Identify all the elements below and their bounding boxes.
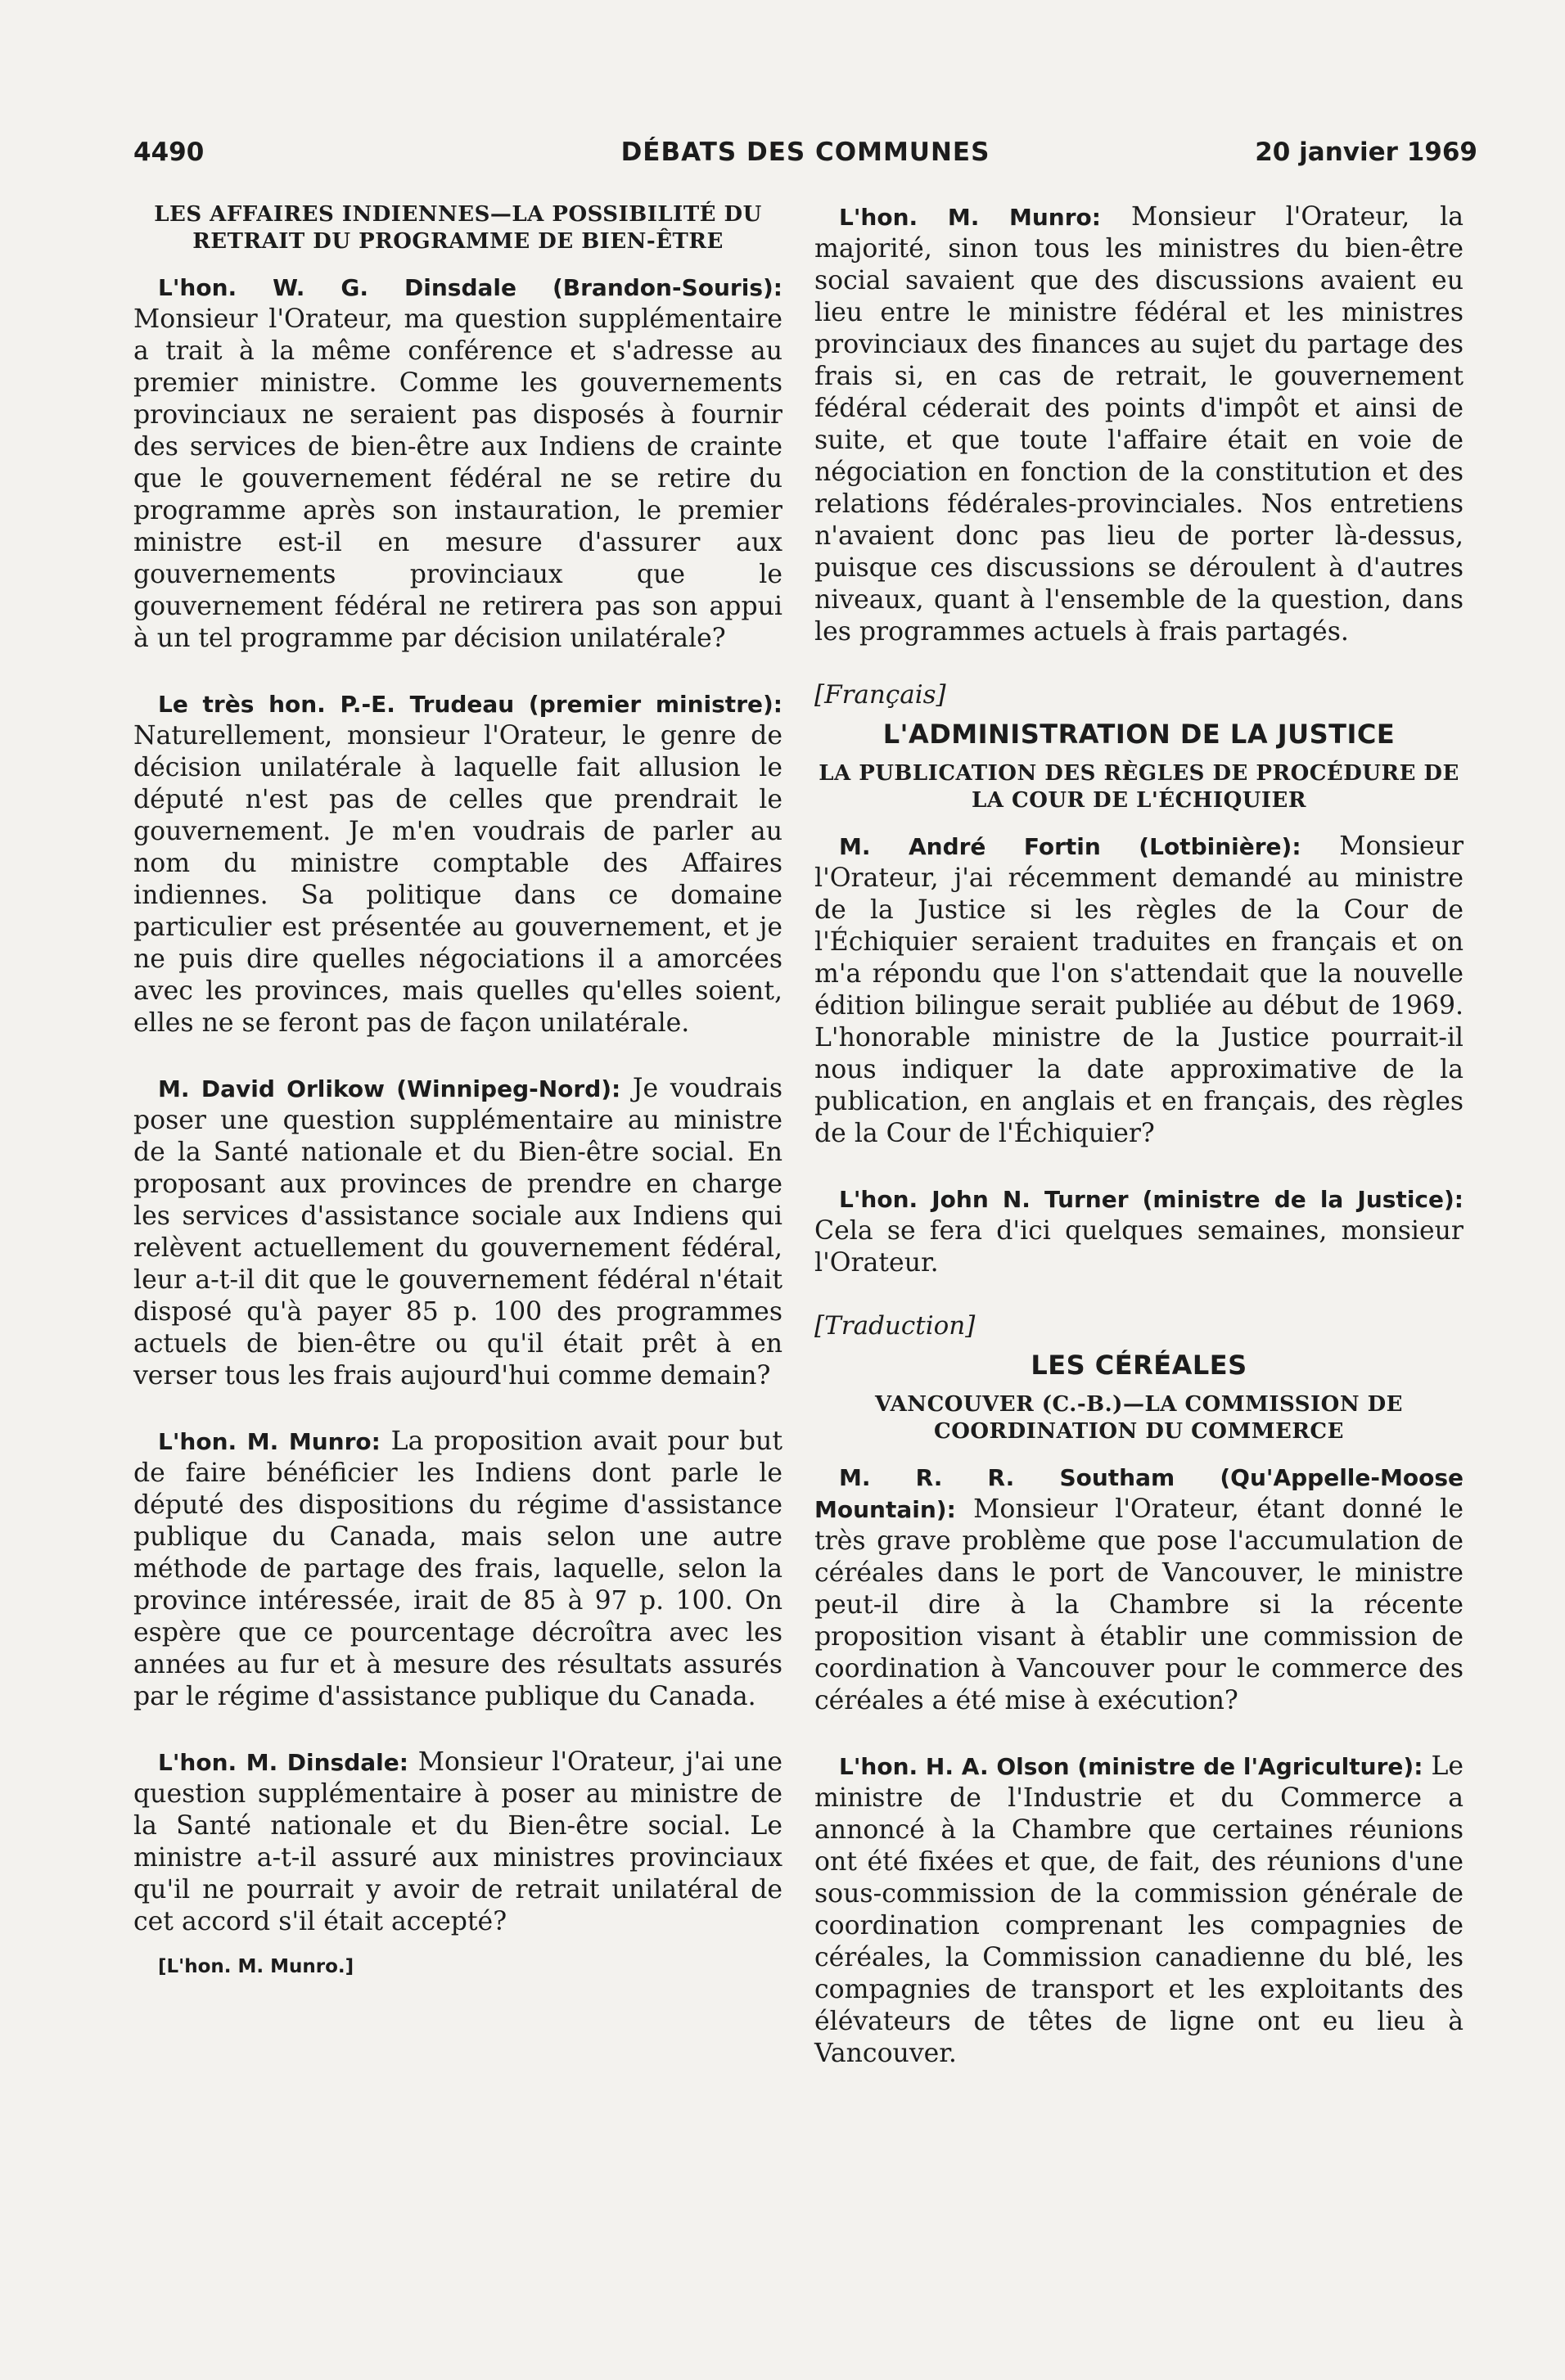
publication-title: DÉBATS DES COMMUNES bbox=[620, 137, 990, 167]
speech-paragraph bbox=[133, 272, 782, 655]
language-marker: [Traduction] bbox=[814, 1311, 976, 1341]
speaker-name: L'hon. John N. Turner (ministre de la Justice): bbox=[839, 1186, 1464, 1213]
speech-text: La proposition avait pour but de faire bénéficier les Indiens dont parle le député des dispositions du régime d'assistance publique du Canada, mais selon une autre méthode de partage des frais, laquelle, selon la province intéressée, irait de 85 à 97 p. 100. On espère que ce pourcentage décroîtra avec les années au fur et à mesure des résultats assurés par le régime d'assistance publique du Canada. bbox=[133, 1427, 783, 1711]
speaker-name: Le très hon. P.-E. Trudeau (premier ministre): bbox=[158, 691, 782, 718]
section-heading: VANCOUVER (C.-B.)—LA COMMISSION DE COORDINATION DU COMMERCE bbox=[874, 1392, 1403, 1444]
page-header bbox=[133, 137, 1477, 174]
speech-paragraph bbox=[133, 1426, 782, 1713]
speaker-name: L'hon. H. A. Olson (ministre de l'Agriculture): bbox=[839, 1753, 1423, 1780]
speech-paragraph bbox=[814, 1183, 1464, 1279]
main-heading: L'ADMINISTRATION DE LA JUSTICE bbox=[882, 719, 1396, 750]
main-heading: LES CÉRÉALES bbox=[1031, 1350, 1247, 1381]
issue-date: 20 janvier 1969 bbox=[1255, 137, 1477, 167]
speaker-name: L'hon. M. Munro: bbox=[839, 204, 1101, 231]
left-column bbox=[133, 201, 782, 1977]
speaker-name: L'hon. M. Dinsdale: bbox=[158, 1749, 408, 1776]
speech-text: Monsieur l'Orateur, étant donné le très grave problème que pose l'accumulation de céréales dans le port de Vancouver, le ministre peut-il dire à la Chambre si la récente proposition visant à établir une commission de coordination à Vancouver pour le commerce des céréales a été mise à exécution? bbox=[814, 1494, 1464, 1715]
speech-paragraph bbox=[814, 831, 1464, 1150]
speaker-name: M. André Fortin (Lotbinière): bbox=[839, 833, 1301, 860]
speech-paragraph bbox=[133, 1073, 782, 1392]
speech-text: Cela se fera d'ici quelques semaines, monsieur l'Orateur. bbox=[814, 1216, 1464, 1278]
speech-text: Naturellement, monsieur l'Orateur, le genre de décision unilatérale à laquelle fait allusion le député n'est pas de celles que prendrait le gouvernement. Je m'en voudrais de parler au nom du ministre comptable des Affaires indiennes. Sa politique dans ce domaine particulier est présentée au gouvernement, et je ne puis dire quelles négociations il a amorcées avec les provinces, mais quelles qu'elles soient, elles ne se feront pas de façon unilatérale. bbox=[133, 721, 782, 1038]
speaker-footer-note: [L'hon. M. Munro.] bbox=[158, 1956, 354, 1977]
speech-text: Je voudrais poser une question supplémentaire au ministre de la Santé nationale et du Bien-être social. En proposant aux provinces de prendre en charge les services d'assistance sociale aux Indiens qui relèvent actuellement du gouvernement fédéral, leur a-t-il dit que le gouvernement fédéral n'était disposé qu'à payer 85 p. 100 des programmes actuels de bien-être ou qu'il était prêt à en verser tous les frais aujourd'hui comme demain? bbox=[133, 1074, 782, 1391]
speech-paragraph bbox=[814, 1462, 1464, 1717]
speaker-name: M. R. R. Southam (Qu'Appelle-Moose Mountain): bbox=[814, 1464, 1464, 1523]
speaker-name: L'hon. M. Munro: bbox=[158, 1428, 381, 1455]
speaker-name: L'hon. W. G. Dinsdale (Brandon-Souris): bbox=[158, 274, 782, 301]
speech-text: Monsieur l'Orateur, j'ai une question supplémentaire à poser au ministre de la Santé nationale et du Bien-être social. Le ministre a-t-il assuré aux ministres provinciaux qu'il ne pourrait y avoir de retrait unilatéral de cet accord s'il était accepté? bbox=[133, 1747, 782, 1936]
right-column bbox=[814, 201, 1464, 2070]
section-heading: LES AFFAIRES INDIENNES—LA POSSIBILITÉ DU RETRAIT DU PROGRAMME DE BIEN-ÊTRE bbox=[154, 202, 762, 254]
speech-text: Monsieur l'Orateur, j'ai récemment demandé au ministre de la Justice si les règles de la Cour de l'Échiquier seraient traduites en français et on m'a répondu que l'on s'attendait que la nouvelle édition bilingue serait publiée au début de 1969. L'honorable ministre de la Justice pourrait-il nous indiquer la date approximative de la publication, en anglais et en français, des règles de la Cour de l'Échiquier? bbox=[814, 832, 1464, 1148]
speech-text: Monsieur l'Orateur, ma question supplémentaire a trait à la même conférence et s'adresse au premier ministre. Comme les gouvernements provinciaux ne seraient pas disposés à fournir des services de bien-être aux Indiens de crainte que le gouvernement fédéral ne se retire du programme après son instauration, le premier ministre est-il en mesure d'assurer aux gouvernements provinciaux que le gouvernement fédéral ne retirera pas son appui à un tel programme par décision unilatérale? bbox=[133, 304, 782, 653]
speech-paragraph bbox=[133, 688, 782, 1039]
speech-paragraph bbox=[814, 201, 1464, 648]
speech-text: Monsieur l'Orateur, la majorité, sinon tous les ministres du bien-être social savaient que des discussions avaient eu lieu entre le ministre fédéral et les ministres provinciaux des finances au sujet du partage des frais si, en cas de retrait, le gouvernement fédéral céderait des points d'impôt et ainsi de suite, et que toute l'affaire était en voie de négociation en fonction de la constitution et des relations fédérales-provinciales. Nos entretiens n'avaient donc pas lieu de porter là-dessus, puisque ces discussions se déroulent à d'autres niveaux, quant à l'ensemble de la question, dans les programmes actuels à frais partagés. bbox=[814, 202, 1464, 647]
speaker-name: M. David Orlikow (Winnipeg-Nord): bbox=[158, 1075, 621, 1102]
speech-paragraph bbox=[133, 1747, 782, 1938]
page-number: 4490 bbox=[133, 137, 205, 167]
speech-paragraph bbox=[814, 1751, 1464, 2070]
speech-text: Le ministre de l'Industrie et du Commerce a annoncé à la Chambre que certaines réunions ont été fixées et que, de fait, des réunions d'une sous-commission de la commission générale de coordination comprenant les compagnies de céréales, la Commission canadienne du blé, les compagnies de transport et les exploitants des élévateurs de têtes de ligne ont eu lieu à Vancouver. bbox=[814, 1751, 1464, 2068]
language-marker: [Français] bbox=[814, 680, 946, 710]
section-heading: LA PUBLICATION DES RÈGLES DE PROCÉDURE DE LA COUR DE L'ÉCHIQUIER bbox=[819, 761, 1459, 813]
